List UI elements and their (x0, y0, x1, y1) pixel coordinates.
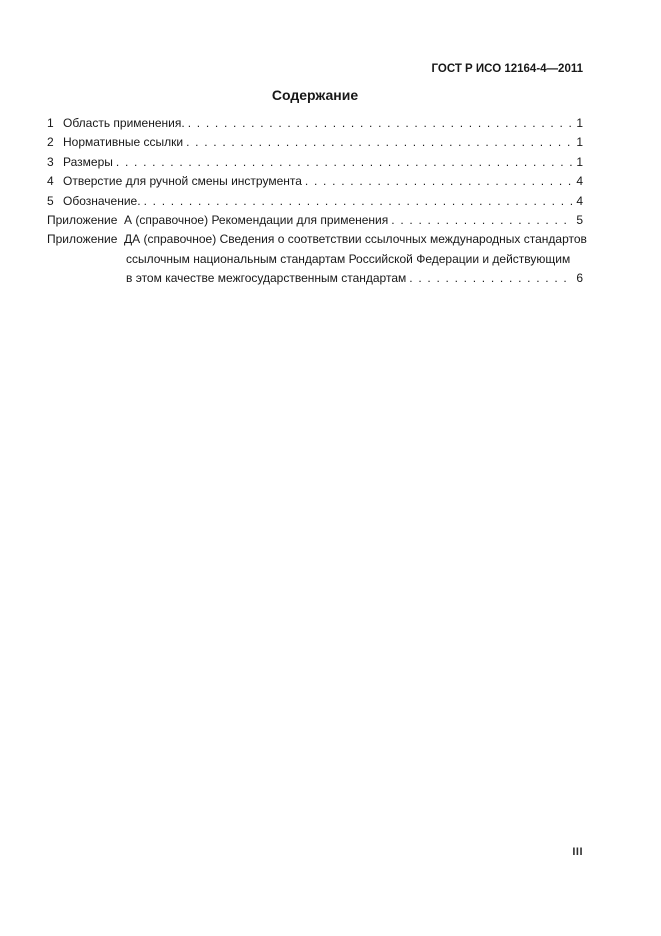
toc-entry (47, 114, 583, 133)
toc-entry-number: 1 (47, 116, 54, 130)
toc-entry-number: 3 (47, 154, 54, 169)
toc-entry-label: Нормативные ссылки (63, 135, 184, 150)
page-title: Содержание (271, 87, 359, 103)
dot-leader (388, 211, 573, 230)
toc-entry (47, 133, 583, 152)
toc-entry (47, 172, 583, 191)
toc-entry-label: Приложение А (справочное) Рекомендации для применения (47, 212, 389, 227)
toc-entry-appendix-a (47, 211, 583, 230)
toc-entry-label: Приложение ДА (справочное) Сведения о соответствии ссылочных международных стандартов (47, 232, 587, 247)
toc-entry-label: Обозначение. (63, 193, 141, 208)
dot-leader (185, 114, 574, 133)
toc-entry-appendix-da-line2 (126, 250, 583, 269)
toc-entry-number: 2 (47, 135, 54, 150)
dot-leader (141, 192, 574, 211)
toc-entry-page: 4 (576, 193, 583, 208)
toc-entry-page: 1 (576, 154, 583, 169)
toc-entry-label: в этом качестве межгосударственным стандартам (126, 271, 407, 286)
toc-entry-label: ссылочным национальным стандартам Российской Федерации и действующим (126, 251, 571, 266)
toc-entry (47, 153, 583, 172)
toc-entry-appendix-da-line1 (47, 230, 587, 249)
table-of-contents (47, 114, 587, 289)
toc-entry-appendix-da-line3 (126, 269, 583, 288)
dot-leader (113, 153, 573, 172)
dot-leader (406, 269, 573, 288)
dot-leader (302, 172, 573, 191)
toc-entry-page: 6 (576, 271, 583, 286)
standard-code-header: ГОСТ Р ИСО 12164-4—2011 (431, 63, 583, 75)
page-number: III (572, 846, 583, 858)
toc-entry-page: 1 (576, 135, 583, 150)
toc-entry-page: 5 (576, 212, 583, 227)
toc-entry-label: Область применения. (63, 116, 185, 130)
toc-entry-label: Размеры (63, 154, 113, 169)
toc-entry-label: Отверстие для ручной смены инструмента (63, 174, 302, 189)
toc-entry-number: 4 (47, 174, 54, 189)
dot-leader (183, 133, 573, 152)
toc-entry-page: 4 (576, 174, 583, 189)
toc-entry-page: 1 (576, 116, 583, 130)
toc-entry-number: 5 (47, 193, 54, 208)
toc-entry (47, 192, 583, 211)
